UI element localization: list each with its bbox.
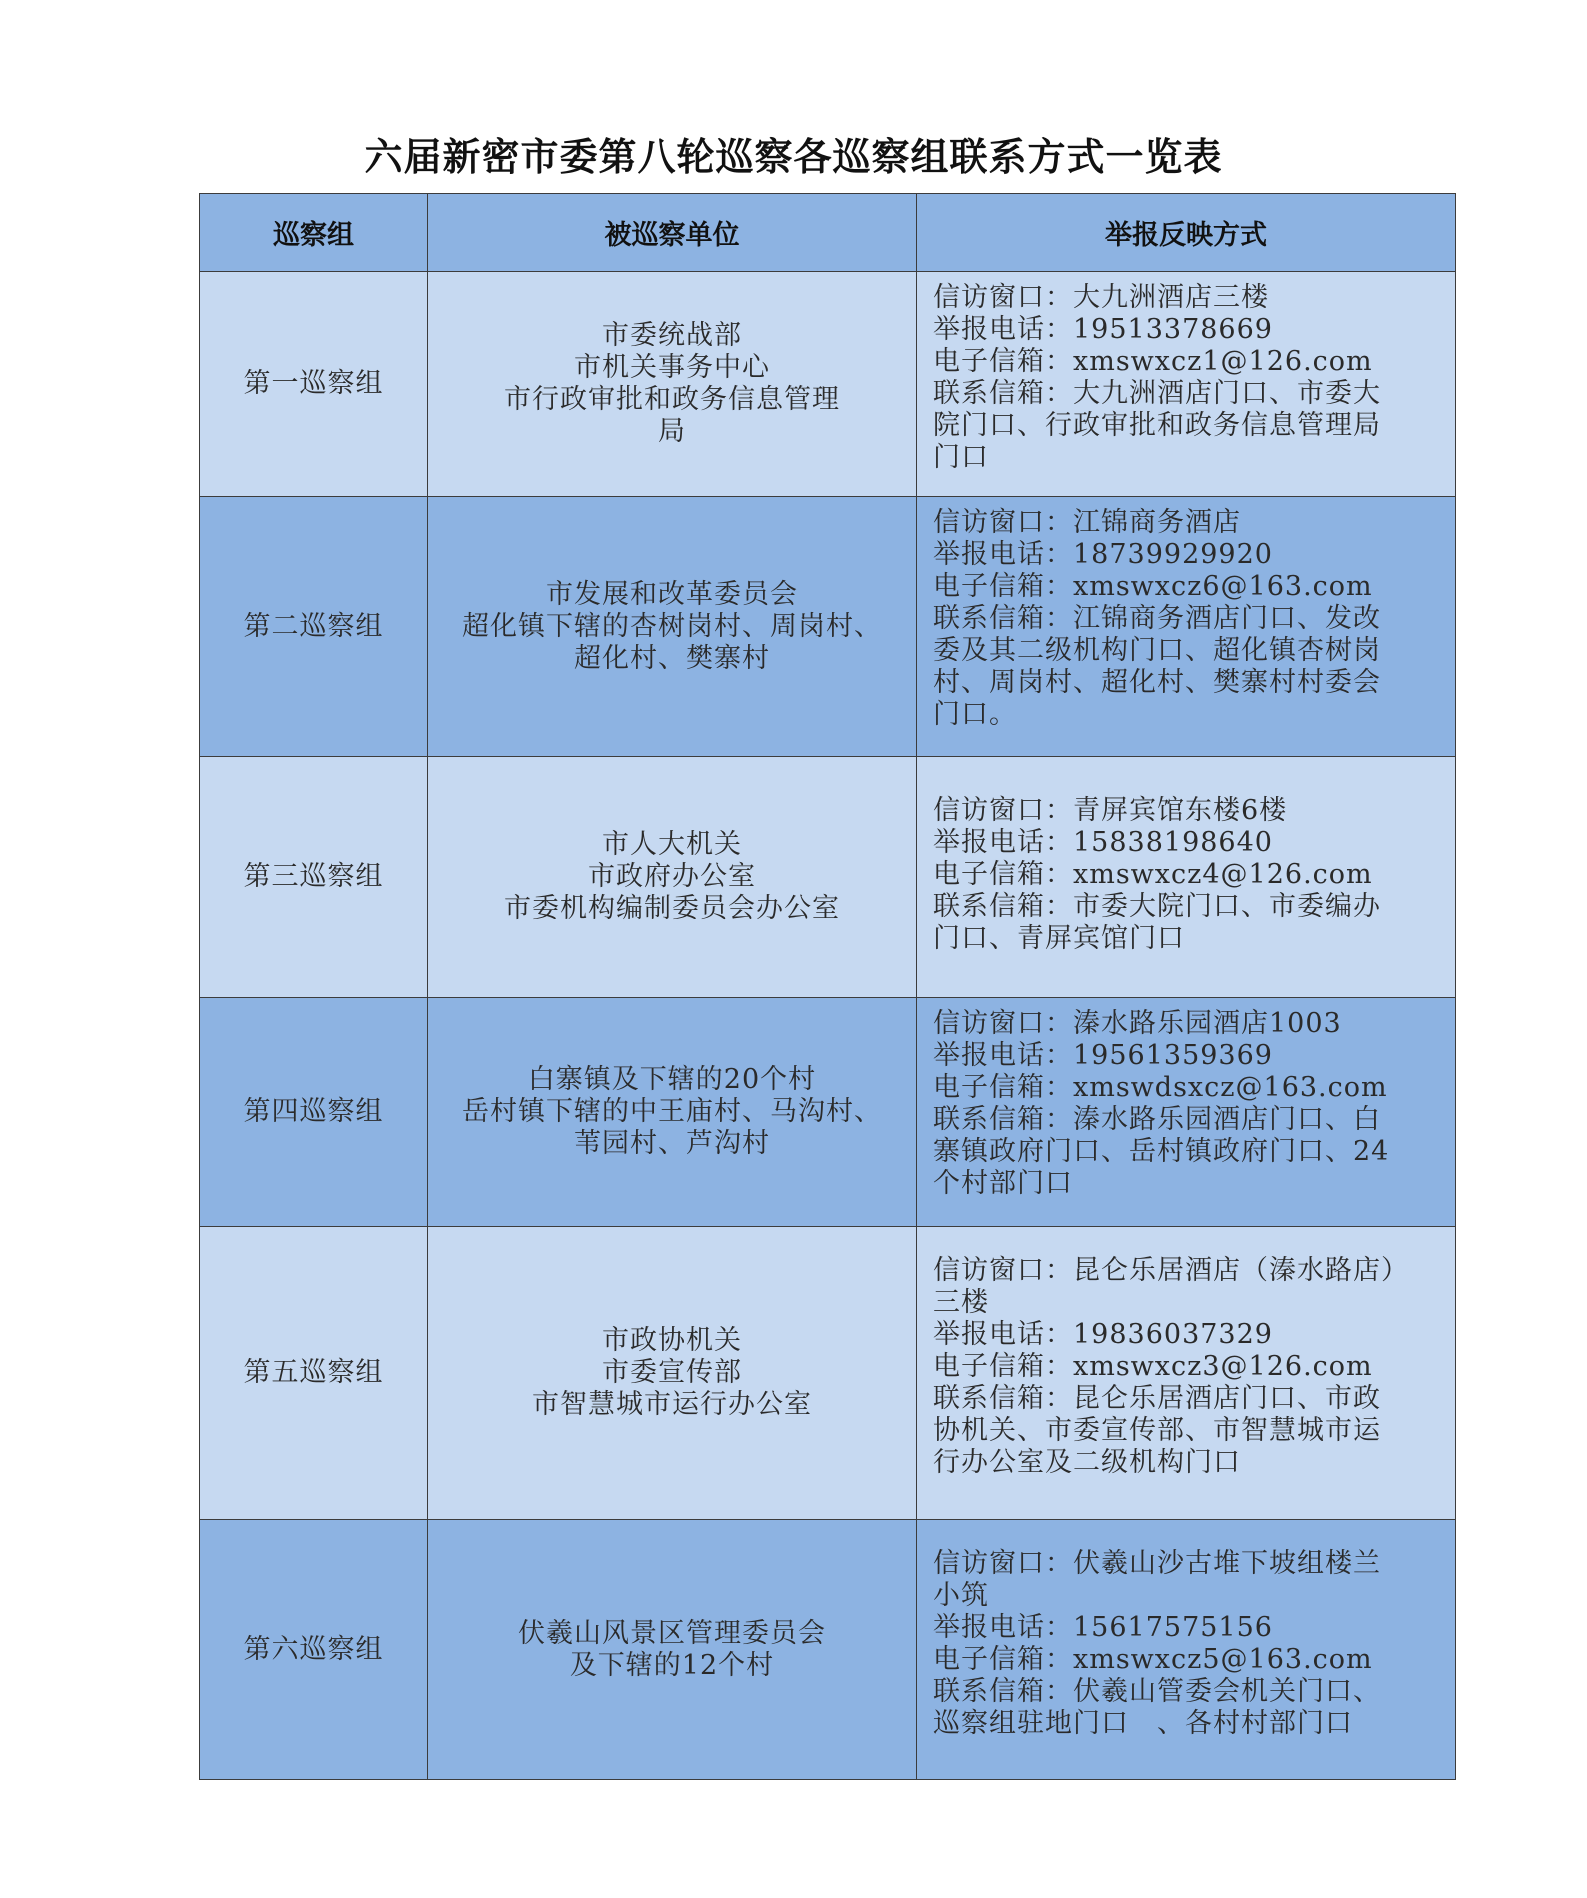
report-methods: [917, 757, 1456, 998]
contact-line: 举报电话：15617575156: [933, 1612, 1273, 1643]
contact-line: 门口: [933, 442, 989, 473]
unit-line: 市人大机关: [602, 829, 742, 860]
contact-line: 电子信箱：xmswxcz4@126.com: [933, 859, 1373, 890]
unit-line: 岳村镇下辖的中王庙村、马沟村、: [462, 1096, 882, 1127]
contact-line: 三楼: [933, 1287, 989, 1318]
unit-line: 超化村、樊寨村: [574, 642, 770, 674]
table-row: [200, 998, 1456, 1227]
contact-line: 电子信箱：xmswxcz5@163.com: [933, 1644, 1373, 1675]
header-unit: 被巡察单位: [428, 194, 917, 272]
report-methods: [917, 1520, 1456, 1780]
unit-line: 局: [658, 416, 686, 447]
header-group: 巡察组: [200, 194, 428, 272]
unit-line: 市政府办公室: [588, 861, 756, 892]
contact-line: 信访窗口：昆仑乐居酒店（溱水路店）: [933, 1255, 1409, 1286]
table-row: [200, 757, 1456, 998]
inspected-units: [428, 757, 917, 998]
contact-line: 小筑: [933, 1580, 989, 1611]
report-methods: [917, 998, 1456, 1227]
contact-line: 举报电话：15838198640: [933, 827, 1273, 858]
unit-line: 市发展和改革委员会: [546, 578, 798, 610]
contact-line: 门口、青屏宾馆门口: [933, 923, 1185, 954]
contact-line: 联系信箱：溱水路乐园酒店门口、白: [933, 1104, 1381, 1135]
group-name: 第二巡察组: [200, 497, 428, 757]
unit-line: 及下辖的12个村: [569, 1649, 775, 1681]
contact-line: 电子信箱：xmswxcz6@163.com: [933, 571, 1373, 602]
group-name: 第五巡察组: [200, 1227, 428, 1520]
unit-line: 市委宣传部: [602, 1357, 742, 1388]
table-header-row: [200, 194, 1456, 272]
inspected-units: [428, 497, 917, 757]
report-methods: [917, 1227, 1456, 1520]
inspected-units: [428, 272, 917, 497]
contact-line: 联系信箱：昆仑乐居酒店门口、市政: [933, 1383, 1381, 1414]
unit-line: 市委统战部: [602, 320, 742, 351]
contact-line: 电子信箱：xmswdsxcz@163.com: [933, 1072, 1388, 1103]
contact-line: 信访窗口：伏羲山沙古堆下坡组楼兰: [933, 1548, 1381, 1579]
inspected-units: [428, 998, 917, 1227]
contact-line: 信访窗口：大九洲酒店三楼: [933, 282, 1269, 313]
contact-line: 行办公室及二级机构门口: [933, 1447, 1241, 1478]
contact-line: 举报电话：19561359369: [933, 1040, 1273, 1071]
unit-line: 超化镇下辖的杏树岗村、周岗村、: [462, 610, 882, 642]
report-methods: [917, 272, 1456, 497]
inspection-contact-table: [199, 193, 1456, 1780]
contact-line: 联系信箱：市委大院门口、市委编办: [933, 891, 1381, 922]
unit-line: 市智慧城市运行办公室: [532, 1389, 812, 1420]
header-contact: 举报反映方式: [917, 194, 1456, 272]
group-name: 第一巡察组: [200, 272, 428, 497]
contact-line: 委及其二级机构门口、超化镇杏树岗: [933, 635, 1381, 666]
contact-line: 信访窗口：青屏宾馆东楼6楼: [933, 795, 1288, 826]
contact-line: 联系信箱：伏羲山管委会机关门口、: [933, 1676, 1381, 1707]
group-name: 第三巡察组: [200, 757, 428, 998]
unit-line: 市机关事务中心: [574, 352, 770, 383]
report-methods: [917, 497, 1456, 757]
unit-line: 伏羲山风景区管理委员会: [518, 1617, 826, 1649]
unit-line: 市政协机关: [602, 1325, 742, 1356]
contact-line: 门口。: [933, 699, 1017, 730]
contact-line: 举报电话：18739929920: [933, 539, 1273, 570]
table-row: [200, 1520, 1456, 1780]
contact-line: 个村部门口: [933, 1168, 1073, 1199]
inspected-units: [428, 1520, 917, 1780]
table-row: [200, 272, 1456, 497]
contact-line: 举报电话：19513378669: [933, 314, 1273, 345]
unit-line: 苇园村、芦沟村: [574, 1128, 770, 1159]
contact-line: 院门口、行政审批和政务信息管理局: [933, 410, 1381, 441]
contact-line: 巡察组驻地门口 、各村村部门口: [933, 1708, 1353, 1739]
table-row: [200, 497, 1456, 757]
group-name: 第六巡察组: [200, 1520, 428, 1780]
table-row: [200, 1227, 1456, 1520]
unit-line: 市行政审批和政务信息管理: [504, 384, 840, 415]
contact-line: 举报电话：19836037329: [933, 1319, 1273, 1350]
unit-line: 市委机构编制委员会办公室: [504, 893, 840, 924]
contact-line: 协机关、市委宣传部、市智慧城市运: [933, 1415, 1381, 1446]
contact-line: 电子信箱：xmswxcz3@126.com: [933, 1351, 1373, 1382]
contact-line: 寨镇政府门口、岳村镇政府门口、24: [933, 1136, 1390, 1167]
contact-line: 信访窗口：江锦商务酒店: [933, 507, 1241, 538]
document-title: 六届新密市委第八轮巡察各巡察组联系方式一览表: [364, 135, 1223, 179]
inspected-units: [428, 1227, 917, 1520]
contact-line: 联系信箱：大九洲酒店门口、市委大: [933, 378, 1381, 409]
unit-line: 白寨镇及下辖的20个村: [527, 1064, 817, 1095]
contact-line: 信访窗口：溱水路乐园酒店1003: [933, 1008, 1342, 1039]
contact-line: 联系信箱：江锦商务酒店门口、发改: [933, 603, 1381, 634]
contact-line: 电子信箱：xmswxcz1@126.com: [933, 346, 1373, 377]
group-name: 第四巡察组: [200, 998, 428, 1227]
contact-line: 村、周岗村、超化村、樊寨村村委会: [933, 667, 1381, 698]
